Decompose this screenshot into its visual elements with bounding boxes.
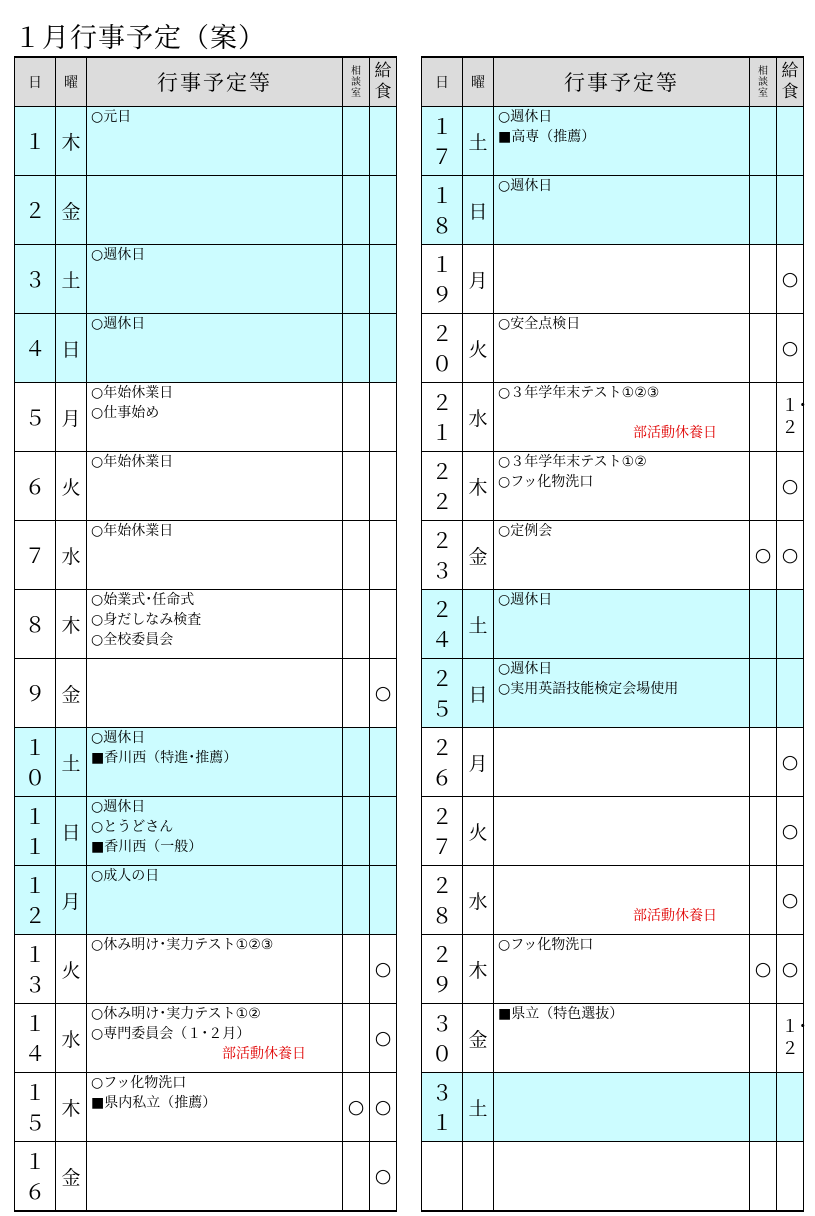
event-item: ○週休日 <box>498 592 553 608</box>
soudan-cell <box>750 176 777 245</box>
events-cell <box>87 1073 343 1142</box>
header-kyushoku-char: 食 <box>374 82 392 102</box>
events-cell <box>87 728 343 797</box>
weekday-cell: 月 <box>56 866 87 935</box>
soudan-cell: ○ <box>750 521 777 590</box>
soudan-cell <box>750 245 777 314</box>
weekday-cell: 日 <box>463 176 494 245</box>
day-cell: １２ <box>15 866 56 935</box>
soudan-cell <box>750 590 777 659</box>
weekday-cell <box>463 1142 494 1212</box>
weekday-cell: 土 <box>463 590 494 659</box>
soudan-cell <box>343 521 370 590</box>
soudan-cell <box>343 1142 370 1212</box>
day-cell: ７ <box>15 521 56 590</box>
event-item: ○安全点検日 <box>498 316 581 332</box>
day-cell: ５ <box>15 383 56 452</box>
header-events: 行事予定等 <box>87 57 343 107</box>
event-item: ○フッ化物洗口 <box>91 1075 187 1091</box>
day-cell: ２０ <box>422 314 463 383</box>
events-cell <box>87 1004 343 1073</box>
schedule-row <box>15 176 397 245</box>
day-cell: ２５ <box>422 659 463 728</box>
header-soudan-char: 相 <box>351 65 361 77</box>
schedule-row <box>422 521 804 590</box>
events-cell <box>494 521 750 590</box>
events-cell <box>494 176 750 245</box>
schedule-row <box>15 1073 397 1142</box>
events-cell <box>494 866 750 935</box>
kyushoku-cell <box>370 314 397 383</box>
kyushoku-cell <box>777 1004 807 1073</box>
weekday-cell: 月 <box>463 728 494 797</box>
soudan-cell: ○ <box>343 1073 370 1142</box>
weekday-cell: 金 <box>463 1004 494 1073</box>
kyushoku-cell <box>370 176 397 245</box>
weekday-cell: 火 <box>56 935 87 1004</box>
kyushoku-cell <box>370 452 397 521</box>
weekday-cell: 木 <box>56 590 87 659</box>
weekday-cell: 月 <box>463 245 494 314</box>
event-item: ○身だしなみ検査 <box>91 612 202 628</box>
header-kyushoku-char: 給 <box>781 61 799 81</box>
weekday-cell: 金 <box>56 176 87 245</box>
schedule-row <box>422 452 804 521</box>
day-cell: ２４ <box>422 590 463 659</box>
schedule-row <box>422 1004 804 1073</box>
header-soudan <box>343 57 370 107</box>
events-cell <box>494 314 750 383</box>
header-kyushoku-char: 給 <box>374 61 392 81</box>
event-item: ■県内私立（推薦） <box>91 1095 217 1111</box>
header-day: 日 <box>15 57 56 107</box>
kyushoku-cell: ○ <box>777 245 804 314</box>
kyushoku-cell <box>777 176 804 245</box>
kyushoku-cell <box>370 590 397 659</box>
weekday-cell: 日 <box>56 314 87 383</box>
kyushoku-cell: ○ <box>777 314 804 383</box>
schedule-row <box>15 383 397 452</box>
kyushoku-cell <box>370 383 397 452</box>
day-cell: ２２ <box>422 452 463 521</box>
kyushoku-cell: ○ <box>370 1073 397 1142</box>
weekday-cell: 火 <box>56 452 87 521</box>
soudan-cell <box>750 659 777 728</box>
weekday-cell: 土 <box>463 1073 494 1142</box>
day-cell: １ <box>15 107 56 176</box>
schedule-row <box>15 935 397 1004</box>
event-item: ■香川西（一般） <box>91 839 203 855</box>
soudan-cell <box>343 176 370 245</box>
day-cell: １７ <box>422 107 463 176</box>
page-title: １月行事予定（案） <box>14 23 266 54</box>
soudan-cell <box>750 797 777 866</box>
events-cell <box>494 107 750 176</box>
day-cell: ９ <box>15 659 56 728</box>
soudan-cell <box>343 728 370 797</box>
soudan-cell <box>750 314 777 383</box>
events-cell <box>494 659 750 728</box>
schedule-row <box>422 659 804 728</box>
day-cell: ２７ <box>422 797 463 866</box>
day-cell: ２ <box>15 176 56 245</box>
day-cell: １３ <box>15 935 56 1004</box>
weekday-cell: 月 <box>56 383 87 452</box>
header-row <box>422 57 804 107</box>
soudan-cell <box>343 866 370 935</box>
soudan-cell <box>750 1073 777 1142</box>
schedule-row <box>422 590 804 659</box>
day-cell: １６ <box>15 1142 56 1212</box>
schedule-row <box>15 659 397 728</box>
soudan-cell <box>750 1004 777 1073</box>
kyushoku-vertical-value: １･２ <box>781 1017 807 1059</box>
events-cell <box>494 245 750 314</box>
events-cell <box>87 176 343 245</box>
header-row <box>15 57 397 107</box>
event-item: ○フッ化物洗口 <box>498 937 594 953</box>
events-cell <box>494 728 750 797</box>
event-item: ○年始休業日 <box>91 454 174 470</box>
event-item: ○週休日 <box>91 730 146 746</box>
events-cell <box>87 935 343 1004</box>
event-item: ■高専（推薦） <box>498 129 596 145</box>
schedule-row <box>15 866 397 935</box>
event-item: ○週休日 <box>91 247 146 263</box>
weekday-cell: 日 <box>463 659 494 728</box>
schedule-table-left <box>14 56 397 1212</box>
schedule-row <box>422 107 804 176</box>
event-item: ○成人の日 <box>91 868 160 884</box>
header-dow: 曜 <box>56 57 87 107</box>
schedule-row <box>422 866 804 935</box>
kyushoku-cell <box>370 866 397 935</box>
schedule-row <box>422 383 804 452</box>
event-item: ○とうどさん <box>91 819 174 835</box>
soudan-cell: ○ <box>750 935 777 1004</box>
event-item: ○全校委員会 <box>91 632 174 648</box>
schedule-row <box>422 797 804 866</box>
kyushoku-cell: ○ <box>777 521 804 590</box>
soudan-cell <box>343 314 370 383</box>
day-cell: ２３ <box>422 521 463 590</box>
kyushoku-cell <box>777 107 804 176</box>
schedule-row <box>15 590 397 659</box>
kyushoku-cell: ○ <box>370 1142 397 1212</box>
club-rest-note: 部活動休養日 <box>633 425 717 441</box>
soudan-cell <box>343 107 370 176</box>
kyushoku-cell: ○ <box>370 1004 397 1073</box>
event-item: ○始業式･任命式 <box>91 592 195 608</box>
weekday-cell: 木 <box>56 1073 87 1142</box>
schedule-row <box>422 314 804 383</box>
day-cell: １１ <box>15 797 56 866</box>
day-cell: １５ <box>15 1073 56 1142</box>
header-soudan <box>750 57 777 107</box>
day-cell: ４ <box>15 314 56 383</box>
schedule-row <box>15 452 397 521</box>
event-item: ○休み明け･実力テスト①②③ <box>91 937 274 953</box>
day-cell <box>422 1142 463 1212</box>
kyushoku-cell <box>777 590 804 659</box>
club-rest-note: 部活動休養日 <box>222 1046 306 1062</box>
weekday-cell: 金 <box>56 659 87 728</box>
weekday-cell: 日 <box>56 797 87 866</box>
soudan-cell <box>343 1004 370 1073</box>
event-item: ○仕事始め <box>91 405 160 421</box>
events-cell <box>87 383 343 452</box>
kyushoku-vertical-value: １･２ <box>781 396 807 438</box>
events-cell <box>87 107 343 176</box>
event-item: ○週休日 <box>498 661 553 677</box>
header-kyushoku <box>777 57 804 107</box>
events-cell <box>494 1142 750 1212</box>
header-kyushoku-char: 食 <box>781 82 799 102</box>
soudan-cell <box>343 659 370 728</box>
soudan-cell <box>343 452 370 521</box>
schedule-table-right <box>421 56 807 1212</box>
day-cell: ３ <box>15 245 56 314</box>
kyushoku-cell: ○ <box>777 452 804 521</box>
event-item: ○定例会 <box>498 523 553 539</box>
schedule-row <box>15 1142 397 1212</box>
event-item: ○元日 <box>91 109 132 125</box>
events-cell <box>494 1073 750 1142</box>
soudan-cell <box>750 1142 777 1212</box>
events-cell <box>87 866 343 935</box>
kyushoku-cell <box>370 797 397 866</box>
schedule-row <box>15 1004 397 1073</box>
day-cell: ２１ <box>422 383 463 452</box>
schedule-row <box>15 797 397 866</box>
soudan-cell <box>750 452 777 521</box>
day-cell: ２６ <box>422 728 463 797</box>
header-soudan-char: 相 <box>758 65 768 77</box>
events-cell <box>494 452 750 521</box>
header-dow: 曜 <box>463 57 494 107</box>
kyushoku-cell <box>370 521 397 590</box>
events-cell <box>87 245 343 314</box>
kyushoku-cell: ○ <box>777 935 804 1004</box>
kyushoku-cell: ○ <box>777 728 804 797</box>
soudan-cell <box>343 383 370 452</box>
event-item: ○フッ化物洗口 <box>498 474 594 490</box>
soudan-cell <box>343 245 370 314</box>
kyushoku-cell <box>777 1073 804 1142</box>
schedule-row <box>15 107 397 176</box>
event-item: ○週休日 <box>91 316 146 332</box>
schedule-row <box>15 728 397 797</box>
events-cell <box>494 1004 750 1073</box>
schedule-row <box>422 176 804 245</box>
soudan-cell <box>750 866 777 935</box>
events-cell <box>494 797 750 866</box>
weekday-cell: 火 <box>463 314 494 383</box>
schedule-row <box>422 245 804 314</box>
weekday-cell: 木 <box>463 935 494 1004</box>
schedule-row <box>422 1073 804 1142</box>
kyushoku-cell <box>370 245 397 314</box>
schedule-row <box>15 521 397 590</box>
events-cell <box>494 383 750 452</box>
header-soudan-char: 室 <box>351 87 361 99</box>
header-soudan-char: 談 <box>351 76 361 88</box>
kyushoku-cell <box>777 383 807 452</box>
event-item: ○週休日 <box>498 178 553 194</box>
event-item: ○休み明け･実力テスト①② <box>91 1006 261 1022</box>
kyushoku-cell <box>777 659 804 728</box>
kyushoku-cell: ○ <box>370 935 397 1004</box>
weekday-cell: 土 <box>463 107 494 176</box>
event-item: ■香川西（特進･推薦） <box>91 750 238 766</box>
weekday-cell: 水 <box>56 521 87 590</box>
header-soudan-char: 談 <box>758 76 768 88</box>
day-cell: ６ <box>15 452 56 521</box>
events-cell <box>87 521 343 590</box>
event-item: ○３年学年末テスト①②③ <box>498 385 660 401</box>
weekday-cell: 水 <box>56 1004 87 1073</box>
events-cell <box>494 590 750 659</box>
day-cell: ２９ <box>422 935 463 1004</box>
weekday-cell: 金 <box>56 1142 87 1212</box>
schedule-body-left <box>15 107 397 1212</box>
event-item: ○専門委員会（１･２月） <box>91 1026 251 1042</box>
events-cell <box>87 590 343 659</box>
header-day: 日 <box>422 57 463 107</box>
events-cell <box>87 314 343 383</box>
kyushoku-cell <box>370 107 397 176</box>
weekday-cell: 水 <box>463 383 494 452</box>
weekday-cell: 土 <box>56 245 87 314</box>
day-cell: ３０ <box>422 1004 463 1073</box>
event-item: ○実用英語技能検定会場使用 <box>498 681 679 697</box>
schedule-row <box>15 245 397 314</box>
day-cell: ２８ <box>422 866 463 935</box>
events-cell <box>87 797 343 866</box>
kyushoku-cell: ○ <box>777 797 804 866</box>
weekday-cell: 水 <box>463 866 494 935</box>
header-events: 行事予定等 <box>494 57 750 107</box>
soudan-cell <box>343 935 370 1004</box>
events-cell <box>87 1142 343 1212</box>
events-cell <box>87 452 343 521</box>
kyushoku-cell: ○ <box>777 866 804 935</box>
weekday-cell: 木 <box>463 452 494 521</box>
event-item: ○週休日 <box>91 799 146 815</box>
soudan-cell <box>343 590 370 659</box>
event-item: ○３年学年末テスト①② <box>498 454 647 470</box>
event-item: ○年始休業日 <box>91 385 174 401</box>
header-kyushoku <box>370 57 397 107</box>
events-cell <box>87 659 343 728</box>
soudan-cell <box>750 383 777 452</box>
schedule-row <box>422 728 804 797</box>
weekday-cell: 金 <box>463 521 494 590</box>
events-cell <box>494 935 750 1004</box>
weekday-cell: 木 <box>56 107 87 176</box>
event-item: ○年始休業日 <box>91 523 174 539</box>
club-rest-note: 部活動休養日 <box>633 908 717 924</box>
day-cell: １８ <box>422 176 463 245</box>
schedule-row <box>422 935 804 1004</box>
header-soudan-char: 室 <box>758 87 768 99</box>
schedule-row <box>422 1142 804 1212</box>
event-item: ■県立（特色選抜） <box>498 1006 624 1022</box>
schedule-row <box>15 314 397 383</box>
soudan-cell <box>343 797 370 866</box>
weekday-cell: 火 <box>463 797 494 866</box>
weekday-cell: 土 <box>56 728 87 797</box>
soudan-cell <box>750 728 777 797</box>
day-cell: １０ <box>15 728 56 797</box>
soudan-cell <box>750 107 777 176</box>
kyushoku-cell: ○ <box>370 659 397 728</box>
event-item: ○週休日 <box>498 109 553 125</box>
kyushoku-cell <box>370 728 397 797</box>
kyushoku-cell <box>777 1142 804 1212</box>
day-cell: １９ <box>422 245 463 314</box>
schedule-body-right <box>422 107 807 1212</box>
day-cell: ８ <box>15 590 56 659</box>
day-cell: ３１ <box>422 1073 463 1142</box>
day-cell: １４ <box>15 1004 56 1073</box>
